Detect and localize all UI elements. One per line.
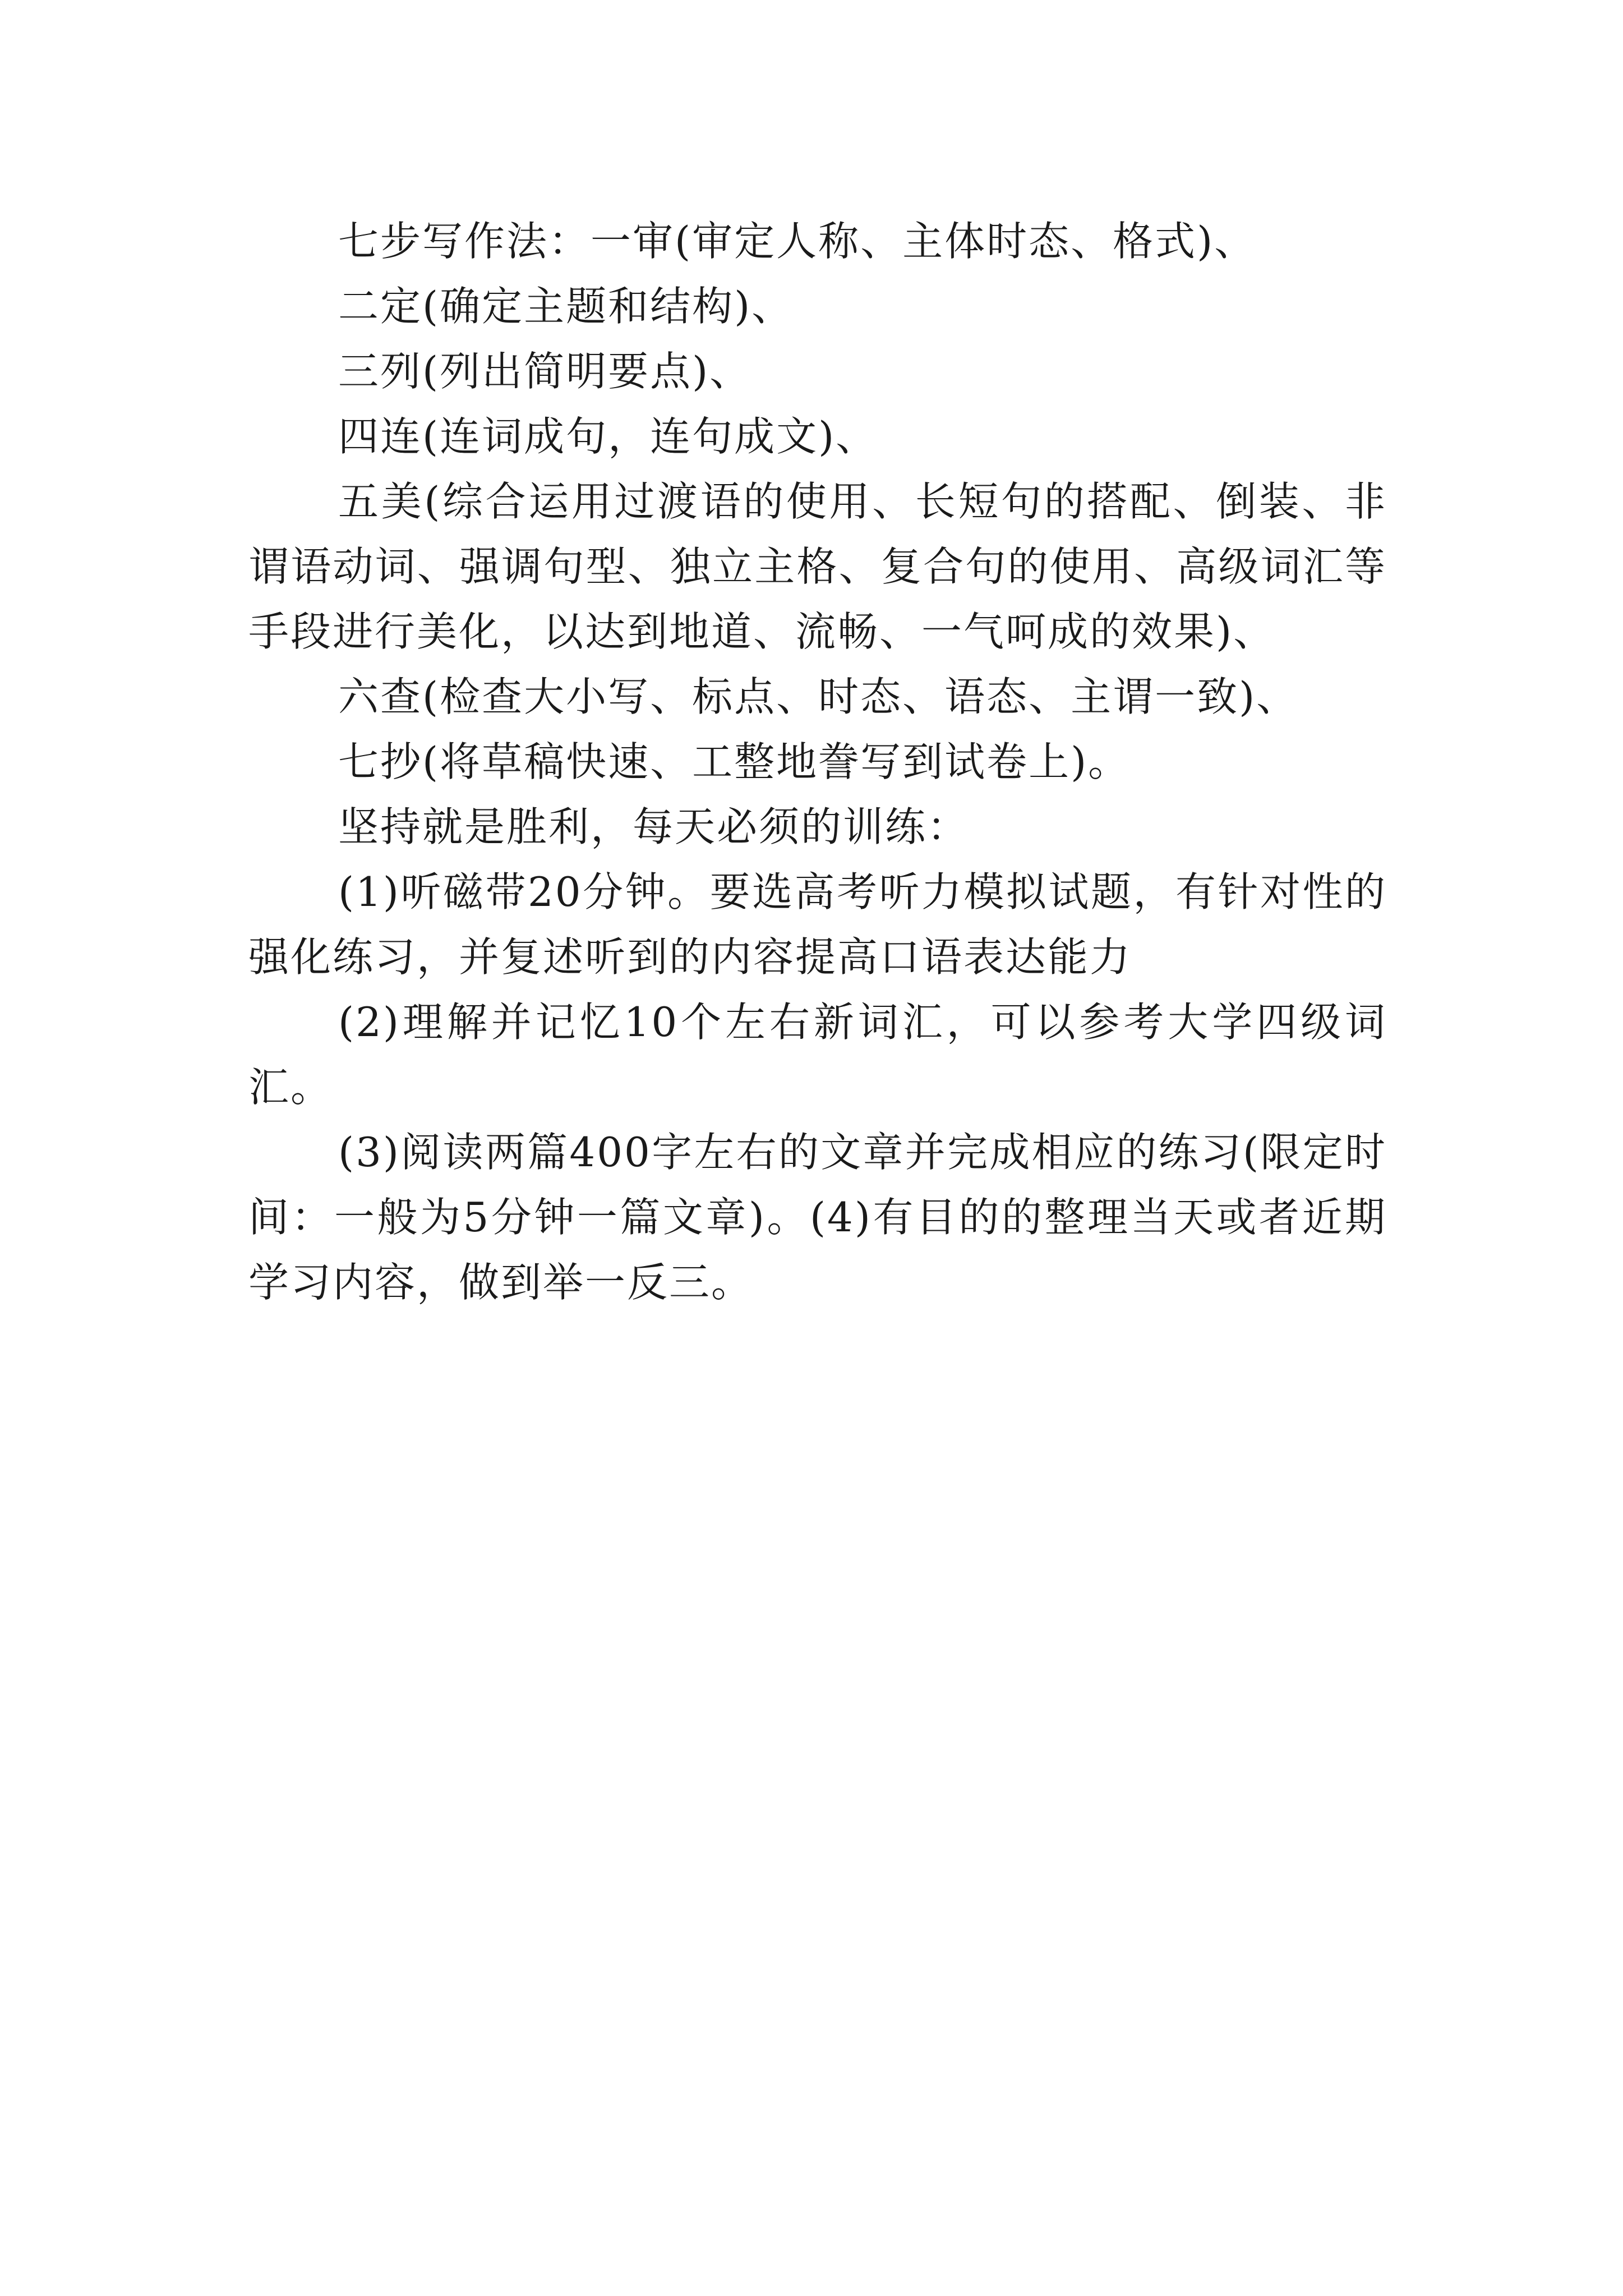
paragraph-seven-step-method: 七步写作法：一审(审定人称、主体时态、格式)、 bbox=[338, 218, 1257, 265]
paragraph-step-seven: 七抄(将草稿快速、工整地誊写到试卷上)。 bbox=[338, 738, 1131, 785]
paragraph-training-item-2: (2)理解并记忆10个左右新词汇，可以参考大学四级词汇。 bbox=[248, 999, 1387, 1111]
paragraph-step-five: 五美(综合运用过渡语的使用、长短句的搭配、倒装、非谓语动词、强调句型、独立主格、复合句的使用、高级词汇等手段进行美化，以达到地道、流畅、一气呵成的效果)、 bbox=[248, 478, 1387, 655]
paragraph-training-item-1: (1)听磁带20分钟。要选高考听力模拟试题，有针对性的强化练习，并复述听到的内容提高口语表达能力 bbox=[248, 868, 1387, 981]
paragraph-step-three: 三列(列出简明要点)、 bbox=[338, 348, 752, 395]
document-body bbox=[248, 209, 1387, 1315]
paragraph-step-six: 六查(检查大小写、标点、时态、语态、主谓一致)、 bbox=[338, 673, 1299, 720]
paragraph-step-two: 二定(确定主题和结构)、 bbox=[338, 283, 794, 330]
paragraph-step-four: 四连(连词成句，连句成文)、 bbox=[338, 413, 878, 460]
paragraph-training-item-3-4: (3)阅读两篇400字左右的文章并完成相应的练习(限定时间：一般为5分钟一篇文章)。(4)有目的的整理当天或者近期学习内容，做到举一反三。 bbox=[248, 1129, 1387, 1306]
paragraph-daily-training-intro: 坚持就是胜利，每天必须的训练： bbox=[338, 803, 970, 850]
